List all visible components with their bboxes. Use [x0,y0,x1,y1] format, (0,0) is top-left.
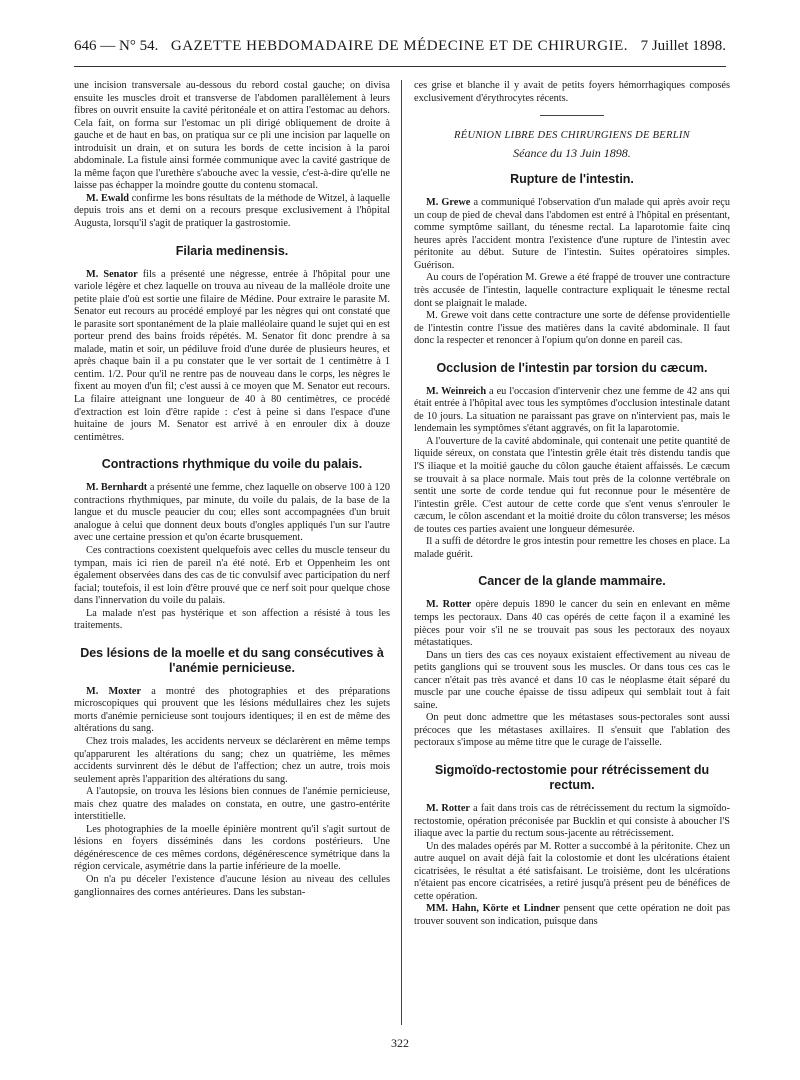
section-title: Rupture de l'intestin. [510,172,634,187]
paragraph: une incision transversale au-dessous du rebord costal gauche; on divisa ensuite les muscles droit et transverse de l'abdomen parallèlement à leurs fibres on ouvrit ensuite la cavité péritonéale et on attira l'estomac au dehors. Cela fait, on forma sur l'estomac un pli dirigé obliquement de droite à gauche et de haut en bas, on pratiqua sur ce pli une incision par laquelle on introduisit un drain, et on sutura les bords de cette incision à la paroi abdominale. La fistule ainsi formée communique avec la cavité gastrique de la même façon que l'urethère s'abouche avec la vessie, c'est-à-dire qu'elle ne laisse pas échapper la moindre goutte du contenu stomacal. [74,80,390,192]
paragraph: A l'ouverture de la cavité abdominale, qui contenait une petite quantité de liquide séreux, on constata que l'intestin grêle était très distendu tandis que l'S iliaque et la moitié gauche du côlon gauche étaient affaissés. Le cæcum se trouvait à sa place normale. Mais tout près de la colonne vertébrale on sentit une sorte de corde tendue qui fut reconnue pour le mésentère de l'intestin grêle. C'est autour de cette corde que s'ent venus s'enrouler le cæcum, le côlon ascendant et la moitié droite du côlon transverse; les mésos de toutes ces parties avaient une longueur démesurée. [414,435,730,535]
section-title: Filaria medinensis. [175,243,289,258]
left-column [74,80,390,1025]
paragraph: Il a suffi de détordre le gros intestin pour remettre les choses en place. La malade guérit. [414,536,730,560]
section-title: Des lésions de la moelle et du sang consécutives à l'anémie pernicieuse. [80,645,384,675]
paragraph [414,197,730,272]
paragraph [74,269,390,445]
paragraph: Au cours de l'opération M. Grewe a été frappé de trouver une contracture très accusée de l'intestin, laquelle contracture expliquait le ténesme rectal dont se plaignait le malade. [414,272,730,309]
page-header [74,38,726,67]
paragraph: Les photographies de la moelle épinière montrent qu'il s'agit surtout de lésions en foyers disséminés dans les cordons postérieurs. Une dégénérescence de ces mêmes cordons, dégénérescence symétrique dans la région cervicale, asymétrie dans la partie inférieure de la moelle. [74,823,390,873]
speaker-name: M. Senator [86,268,138,280]
paragraph: A l'autopsie, on trouva les lésions bien connues de l'anémie pernicieuse, mais chez quatre des malades on constata, en outre, une gastro-entérite interstitielle. [74,786,390,823]
speaker-name: M. Moxter [86,685,142,697]
paragraph [414,803,730,841]
speaker-name: MM. Hahn, Körte et Lindner [426,903,560,915]
paragraph: On peut donc admettre que les métastases sous-pectorales sont aussi précoces que les métastases axillaires. Il s'ensuit que l'ablation des pectoraux s'impose au même titre que le curage de l'aisselle. [414,712,730,749]
paragraph [414,599,730,649]
paragraph-text: confirme les bons résultats de la méthode de Witzel, à laquelle depuis trois ans et demi on a recours presque exclusivement à l'hôpital Augusta, lorsqu'il s'agit de pratiquer la gastrostomie. [74,192,390,230]
paragraph: M. Grewe voit dans cette contracture une sorte de défense providentielle de l'intestin contre l'issue des matières dans la cavité abdominale. Il faut donc la respecter et renoncer à l'opium qu'on donne en pareil cas. [414,310,730,347]
paragraph [74,686,390,736]
paragraph-text: opère depuis 1890 le cancer du sein en enlevant en même temps les pectoraux. Dans 40 cas opérés de cette façon il a examiné les pièces pour voir s'il ne se trouvait pas sous les pectoraux des noyaux métastatiques. [414,599,730,649]
speaker-name: M. Grewe [426,197,471,209]
paragraph-text: a présenté une femme, chez laquelle on observe 100 à 120 contractions rhythmiques, par minute, du voile du palais, de la base de la langue et du muscle peaucier du cou; elles sont accompagnées d'un bruit analogue à celui que donnent deux bouts d'ongles appliqués l'un sur l'autre avec une certaine pression et qu'on écarte brusquement. [74,482,390,544]
page-number-issue: 646 — N° 54. [74,38,159,54]
separator [540,115,604,116]
speaker-name: M. Rotter [426,599,472,611]
journal-title: GAZETTE HEBDOMADAIRE DE MÉDECINE ET DE CHIRURGIE. [170,38,628,54]
speaker-name: M. Bernhardt [86,482,148,494]
paragraph [74,193,390,231]
column-divider [401,80,402,1025]
paragraph: ces grise et blanche il y avait de petits foyers hémorrhagiques composés exclusivement d'érythrocytes récents. [414,80,730,104]
session-date: Séance du 13 Juin 1898. [513,145,631,160]
article-body [74,80,730,1025]
paragraph: Un des malades opérés par M. Rotter a succombé à la péritonite. Chez un autre auquel on avait déjà fait la colostomie et dont les ulcérations étaient cicatrisées, le résultat a été satisfaisant. Le troisième, dont les ulcérations n'étaient pas encore cicatrisées, a retiré jusqu'à présent peu de bénéfices de cette opération. [414,840,730,902]
paragraph [414,903,730,928]
paragraph-text: fils a présenté une négresse, entrée à l'hôpital pour une variole légère et chez laquelle on trouva au niveau de la malléole droite une petite plaie d'où est sortie une filaire de Médine. Pour extraire le parasite M. Senator eut recours au procédé employé par les nègres qui ont constaté que le parasite sort spontanément de la plaie malléolaire quand le sujet qui en est porteur prend des bains froids répétés. M. Senator fit donc prendre à sa malade, matin et soir, un pédiluve froid d'une durée de plusieurs heures, et après chaque bain il a pu constater que le ver sortait de 1 centimètre à 1 centim. 1/2. Pour qu'il ne rentre pas de nouveau dans le corps, les nègres le fixent au moyen d'un fil; c'est aussi à ce moyen que M. Senator eut recours. La filaire atteignant une longueur de 40 à 80 centimètres, ce procédé d'extraction est loin d'être rapide : c'est à peine si dans l'espace d'une huitaine de jours M. Senator est arrivé à en enrouler dix à douze centimètres. [74,268,390,443]
society-heading: RÉUNION LIBRE DES CHIRURGIENS DE BERLIN [454,130,690,142]
paragraph [74,482,390,545]
section-title: Contractions rhythmique du voile du palais. [101,457,363,472]
issue-date: 7 Juillet 1898. [640,38,726,54]
paragraph-text: a eu l'occasion d'intervenir chez une femme de 42 ans qui était entrée à l'hôpital avec tous les symptômes d'occlusion intestinale datant de 10 jours. La situation ne paraissant pas grave on n'intervient pas, mais le lendemain les symptômes s'étant aggravés, on fit la laparotomie. [414,385,730,435]
paragraph [414,386,730,436]
speaker-name: M. Rotter [426,802,470,814]
paragraph-text: a montré des photographies et des préparations microscopiques qui prouvent que les lésions médullaires chez les sujets morts d'anémie pernicieuse sont toujours identiques; il en est de même des altérations du sang. [74,685,390,735]
section-title: Occlusion de l'intestin par torsion du cæcum. [436,360,708,375]
right-column [414,80,730,1025]
paragraph: La malade n'est pas hystérique et son affection a résisté à tous les traitements. [74,607,390,632]
paragraph-text: a fait dans trois cas de rétrécissement du rectum la sigmoïdo-rectostomie, opération préconisée par Bucklin et qui consiste à aboucher l'S iliaque avec la partie du rectum sous-jacente au rétrécissement. [414,802,730,840]
paragraph-text: pensent que cette opération ne doit pas trouver souvent son indication, puisque dans [414,903,730,927]
paragraph: On n'a pu déceler l'existence d'aucune lésion au niveau des cellules ganglionnaires des cornes antérieures. Dans les substan- [74,873,390,898]
paragraph: Chez trois malades, les accidents nerveux se déclarèrent en même temps qu'apparurent les altérations du sang; chez un quatrième, les mêmes accidents survinrent dès le début de l'affection; chez un autre, trois mois seulement après l'apparition des altérations du sang. [74,735,390,785]
paragraph-text: a communiqué l'observation d'un malade qui après avoir reçu un coup de pied de cheval dans l'abdomen est entré à l'hôpital en présentant, comme symptôme saillant, du ténesme rectal. La laparotomie faite cinq heures après l'accident montra l'existence d'une rupture de l'intestin avec péritonite au début. Suture de l'intestin. Suites opératoires simples. Guérison. [414,197,730,271]
speaker-name: M. Weinreich [426,385,487,397]
paragraph: Dans un tiers des cas ces noyaux existaient effectivement au niveau de petits ganglions qui se trouvent sous les muscles. Or dans tous ces cas le cancer n'était pas très avancé et dans 10 cas le néoplasme était séparé du muscle par une couche épaisse de tissu adipeux qui semblait tout à fait saine. [414,649,730,711]
page-folio: 322 [391,1036,409,1050]
section-title: Cancer de la glande mammaire. [478,574,666,589]
section-title: Sigmoïdo-rectostomie pour rétrécissement du rectum. [434,762,710,792]
speaker-name: M. Ewald [86,192,130,204]
paragraph: Ces contractions coexistent quelquefois avec celles du muscle tenseur du tympan, mais ici rien de pareil n'a été noté. Erb et Oppenheim les ont également observées dans des cas de tic convulsif avec participation du nerf facial; toutefois, il est loin d'être prouvé que ce nerf soit pour quelque chose dans l'innervation du voile du palais. [74,544,390,607]
